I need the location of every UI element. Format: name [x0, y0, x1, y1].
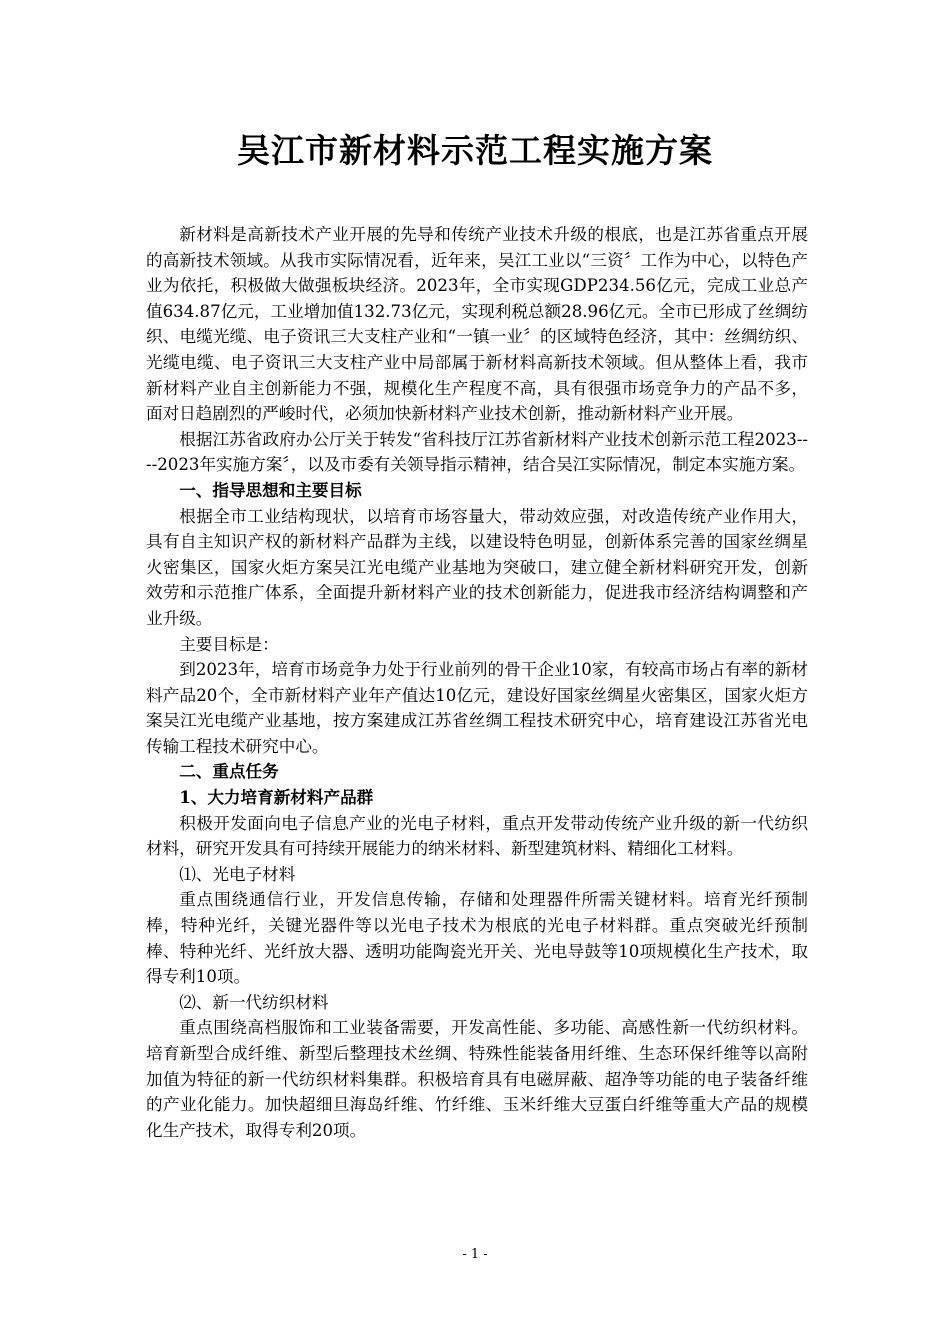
paragraph: 新材料是高新技术产业开展的先导和传统产业技术升级的根底，也是江苏省重点开展的高新技术领域。从我市实际情况看，近年来，吴江工业以“三资〞工作为中心，以特色产业为依托，积极做大做强板块经济。2023年，全市实现GDP234.56亿元，完成工业总产值634.87亿元，工业增加值132.73亿元，实现利税总额28.96亿元。全市已形成了丝绸纺织、电缆光缆、电子资讯三大支柱产业和“一镇一业〞的区域特色经济，其中：丝绸纺织、光缆电缆、电子资讯三大支柱产业中局部属于新材料高新技术领域。但从整体上看，我市新材料产业自主创新能力不强，规模化生产程度不高，具有很强市场竞争力的产品不多，面对日趋剧烈的严峻时代，必须加快新材料产业技术创新，推动新材料产业开展。	[146, 225, 808, 424]
document-body	[146, 222, 808, 1143]
paragraph: 到2023年，培育市场竞争力处于行业前列的骨干企业10家，有较高市场占有率的新材料产品20个，全市新材料产业年产值达10亿元，建设好国家丝绸星火密集区，国家火炬方案吴江光电缆产业基地，按方案建成江苏省丝绸工程技术研究中心，培育建设江苏省光电传输工程技术研究中心。	[146, 660, 808, 756]
section-heading: 二、重点任务	[179, 761, 279, 782]
subsection-heading: 1、大力培育新材料产品群	[179, 787, 374, 808]
paragraph: 重点围绕通信行业，开发信息传输，存储和处理器件所需关键材料。培育光纤预制棒，特种光纤，关键光器件等以光电子技术为根底的光电子材料群。重点突破光纤预制棒、特种光纤、光纤放大器、透明功能陶瓷光开关、光电导鼓等10项规模化生产技术，取得专利10项。	[146, 890, 808, 987]
item-heading: ⑴、光电子材料	[179, 864, 296, 884]
paragraph: 根据全市工业结构现状，以培育市场容量大，带动效应强，对改造传统产业作用大，具有自主知识产权的新材料产品群为主线，以建设特色明显，创新体系完善的国家丝绸星火密集区，国家火炬方案吴江光电缆产业基地为突破口，建立健全新材料研究开发，创新效劳和示范推广体系，全面提升新材料产业的技术创新能力，促进我市经济结构调整和产业升级。	[146, 506, 808, 628]
paragraph: 积极开发面向电子信息产业的光电子材料，重点开发带动传统产业升级的新一代纺织材料，研究开发具有可持续开展能力的纳米材料、新型建筑材料、精细化工材料。	[146, 813, 808, 859]
paragraph: 根据江苏省政府办公厅关于转发“省科技厅江苏省新材料产业技术创新示范工程2023----2023年实施方案〞，以及市委有关领导指示精神，结合吴江实际情况，制定本实施方案。	[146, 429, 808, 475]
page-number: - 1 -	[462, 1247, 488, 1262]
item-heading: ⑵、新一代纺织材料	[179, 992, 329, 1012]
paragraph: 主要目标是：	[179, 634, 279, 654]
section-heading: 一、指导思想和主要目标	[179, 479, 362, 500]
paragraph: 重点围绕高档服饰和工业装备需要，开发高性能、多功能、高感性新一代纺织材料。培育新型合成纤维、新型后整理技术丝绸、特殊性能装备用纤维、生态环保纤维等以高附加值为特征的新一代纺织材料集群。积极培育具有电磁屏蔽、超净等功能的电子装备纤维的产业化能力。加快超细旦海岛纤维、竹纤维、玉米纤维大豆蛋白纤维等重大产品的规模化生产技术，取得专利20项。	[146, 1018, 808, 1140]
document-title: 吴江市新材料示范工程实施方案	[237, 131, 713, 170]
